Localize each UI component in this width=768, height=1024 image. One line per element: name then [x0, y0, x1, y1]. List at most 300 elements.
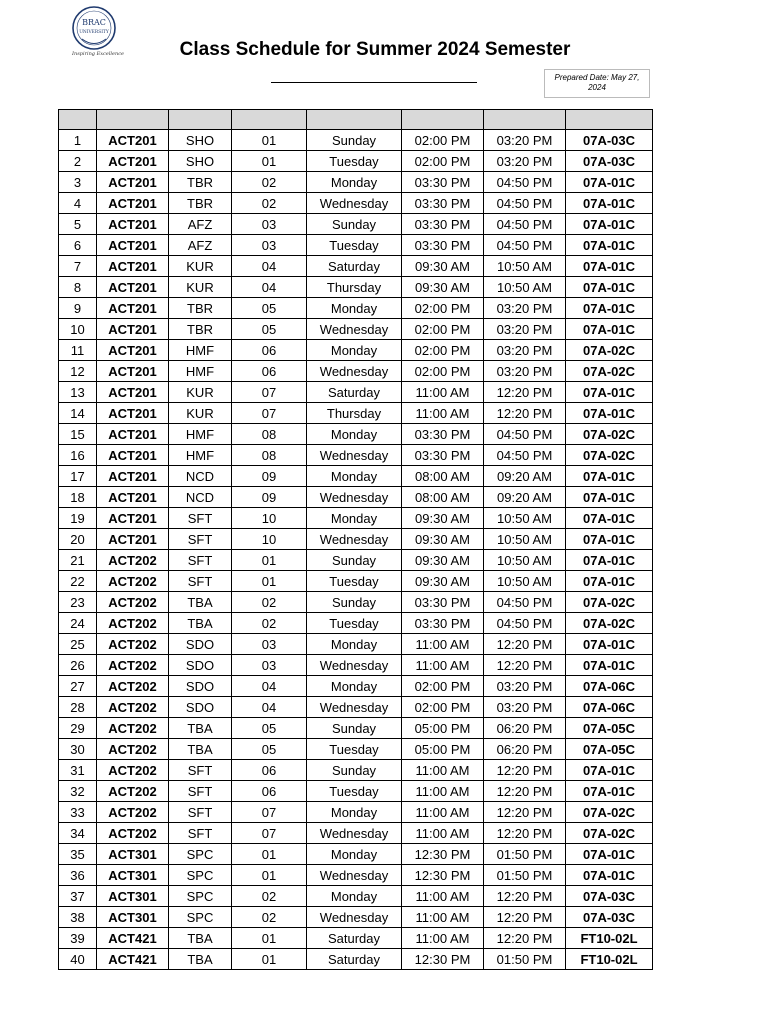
end-time-cell: 12:20 PM — [484, 886, 566, 907]
end-time-cell: 04:50 PM — [484, 235, 566, 256]
room-cell: 07A-02C — [566, 361, 653, 382]
start-time-cell: 03:30 PM — [402, 613, 484, 634]
schedule-table — [58, 109, 653, 970]
section-cell: 01 — [232, 571, 307, 592]
faculty-initial-cell: SDO — [169, 676, 232, 697]
end-time-cell: 10:50 AM — [484, 550, 566, 571]
table-row — [59, 739, 653, 760]
room-cell: 07A-01C — [566, 382, 653, 403]
table-row — [59, 361, 653, 382]
course-code-cell: ACT202 — [97, 676, 169, 697]
course-code-cell: ACT201 — [97, 508, 169, 529]
row-number-cell: 39 — [59, 928, 97, 949]
section-cell: 01 — [232, 949, 307, 970]
day-cell: Wednesday — [307, 655, 402, 676]
table-row — [59, 550, 653, 571]
section-cell: 09 — [232, 466, 307, 487]
day-cell: Wednesday — [307, 361, 402, 382]
section-cell: 10 — [232, 529, 307, 550]
faculty-initial-cell: SHO — [169, 130, 232, 151]
row-number-cell: 8 — [59, 277, 97, 298]
table-row — [59, 634, 653, 655]
section-cell: 03 — [232, 235, 307, 256]
start-time-cell: 08:00 AM — [402, 487, 484, 508]
table-row — [59, 172, 653, 193]
table-row — [59, 214, 653, 235]
course-code-cell: ACT201 — [97, 340, 169, 361]
day-cell: Wednesday — [307, 445, 402, 466]
row-number-cell: 38 — [59, 907, 97, 928]
end-time-cell: 12:20 PM — [484, 403, 566, 424]
room-cell: 07A-01C — [566, 193, 653, 214]
course-code-cell: ACT201 — [97, 235, 169, 256]
section-cell: 06 — [232, 760, 307, 781]
section-cell: 10 — [232, 508, 307, 529]
row-number-cell: 6 — [59, 235, 97, 256]
section-cell: 02 — [232, 172, 307, 193]
day-cell: Monday — [307, 298, 402, 319]
row-number-cell: 40 — [59, 949, 97, 970]
section-cell: 02 — [232, 886, 307, 907]
course-code-cell: ACT201 — [97, 487, 169, 508]
day-cell: Saturday — [307, 256, 402, 277]
course-code-cell: ACT202 — [97, 592, 169, 613]
end-time-cell: 10:50 AM — [484, 256, 566, 277]
table-row — [59, 445, 653, 466]
faculty-initial-cell: TBA — [169, 718, 232, 739]
row-number-cell: 1 — [59, 130, 97, 151]
faculty-initial-cell: TBA — [169, 613, 232, 634]
day-cell: Tuesday — [307, 781, 402, 802]
faculty-initial-cell: TBA — [169, 949, 232, 970]
faculty-initial-cell: KUR — [169, 256, 232, 277]
row-number-cell: 25 — [59, 634, 97, 655]
course-code-cell: ACT202 — [97, 571, 169, 592]
course-code-cell: ACT201 — [97, 382, 169, 403]
faculty-initial-cell: KUR — [169, 382, 232, 403]
row-number-cell: 16 — [59, 445, 97, 466]
row-number-cell: 9 — [59, 298, 97, 319]
start-time-cell: 08:00 AM — [402, 466, 484, 487]
row-number-cell: 13 — [59, 382, 97, 403]
prepared-date-box: Prepared Date: May 27, 2024 — [544, 69, 650, 98]
table-row — [59, 130, 653, 151]
day-cell: Monday — [307, 508, 402, 529]
faculty-initial-cell: TBR — [169, 193, 232, 214]
day-cell: Monday — [307, 886, 402, 907]
course-code-cell: ACT301 — [97, 844, 169, 865]
course-code-cell: ACT201 — [97, 151, 169, 172]
section-cell: 07 — [232, 403, 307, 424]
day-cell: Wednesday — [307, 865, 402, 886]
course-code-cell: ACT201 — [97, 130, 169, 151]
start-time-cell: 03:30 PM — [402, 445, 484, 466]
end-time-cell: 04:50 PM — [484, 613, 566, 634]
table-row — [59, 508, 653, 529]
end-time-cell: 01:50 PM — [484, 865, 566, 886]
day-cell: Monday — [307, 802, 402, 823]
room-cell: 07A-05C — [566, 739, 653, 760]
start-time-cell: 09:30 AM — [402, 550, 484, 571]
faculty-initial-cell: TBA — [169, 928, 232, 949]
header-cell — [169, 110, 232, 130]
start-time-cell: 02:00 PM — [402, 697, 484, 718]
start-time-cell: 09:30 AM — [402, 571, 484, 592]
end-time-cell: 12:20 PM — [484, 802, 566, 823]
section-cell: 08 — [232, 424, 307, 445]
room-cell: 07A-02C — [566, 340, 653, 361]
table-row — [59, 823, 653, 844]
faculty-initial-cell: HMF — [169, 340, 232, 361]
start-time-cell: 09:30 AM — [402, 529, 484, 550]
table-row — [59, 907, 653, 928]
table-row — [59, 256, 653, 277]
faculty-initial-cell: SFT — [169, 550, 232, 571]
end-time-cell: 04:50 PM — [484, 592, 566, 613]
faculty-initial-cell: HMF — [169, 445, 232, 466]
course-code-cell: ACT202 — [97, 760, 169, 781]
faculty-initial-cell: SPC — [169, 907, 232, 928]
day-cell: Wednesday — [307, 823, 402, 844]
section-cell: 04 — [232, 697, 307, 718]
course-code-cell: ACT201 — [97, 424, 169, 445]
start-time-cell: 09:30 AM — [402, 256, 484, 277]
section-cell: 02 — [232, 193, 307, 214]
table-row — [59, 403, 653, 424]
day-cell: Wednesday — [307, 697, 402, 718]
course-code-cell: ACT202 — [97, 823, 169, 844]
start-time-cell: 11:00 AM — [402, 781, 484, 802]
row-number-cell: 29 — [59, 718, 97, 739]
faculty-initial-cell: SPC — [169, 886, 232, 907]
row-number-cell: 5 — [59, 214, 97, 235]
room-cell: 07A-03C — [566, 151, 653, 172]
row-number-cell: 30 — [59, 739, 97, 760]
room-cell: 07A-01C — [566, 634, 653, 655]
row-number-cell: 28 — [59, 697, 97, 718]
end-time-cell: 10:50 AM — [484, 508, 566, 529]
day-cell: Wednesday — [307, 529, 402, 550]
room-cell: 07A-06C — [566, 697, 653, 718]
course-code-cell: ACT301 — [97, 886, 169, 907]
section-cell: 01 — [232, 130, 307, 151]
course-code-cell: ACT201 — [97, 298, 169, 319]
day-cell: Sunday — [307, 760, 402, 781]
row-number-cell: 17 — [59, 466, 97, 487]
faculty-initial-cell: SFT — [169, 781, 232, 802]
row-number-cell: 7 — [59, 256, 97, 277]
start-time-cell: 11:00 AM — [402, 802, 484, 823]
day-cell: Thursday — [307, 403, 402, 424]
room-cell: 07A-02C — [566, 445, 653, 466]
end-time-cell: 06:20 PM — [484, 739, 566, 760]
day-cell: Monday — [307, 172, 402, 193]
table-row — [59, 781, 653, 802]
faculty-initial-cell: AFZ — [169, 214, 232, 235]
course-code-cell: ACT201 — [97, 172, 169, 193]
day-cell: Monday — [307, 466, 402, 487]
start-time-cell: 12:30 PM — [402, 865, 484, 886]
row-number-cell: 2 — [59, 151, 97, 172]
course-code-cell: ACT202 — [97, 739, 169, 760]
end-time-cell: 12:20 PM — [484, 928, 566, 949]
course-code-cell: ACT202 — [97, 634, 169, 655]
faculty-initial-cell: SFT — [169, 823, 232, 844]
header-cell — [232, 110, 307, 130]
course-code-cell: ACT202 — [97, 613, 169, 634]
start-time-cell: 12:30 PM — [402, 844, 484, 865]
faculty-initial-cell: SFT — [169, 760, 232, 781]
day-cell: Tuesday — [307, 739, 402, 760]
table-row — [59, 676, 653, 697]
section-cell: 03 — [232, 214, 307, 235]
end-time-cell: 10:50 AM — [484, 277, 566, 298]
room-cell: 07A-01C — [566, 487, 653, 508]
row-number-cell: 15 — [59, 424, 97, 445]
start-time-cell: 03:30 PM — [402, 592, 484, 613]
start-time-cell: 09:30 AM — [402, 508, 484, 529]
course-code-cell: ACT201 — [97, 214, 169, 235]
section-cell: 05 — [232, 298, 307, 319]
start-time-cell: 11:00 AM — [402, 403, 484, 424]
start-time-cell: 11:00 AM — [402, 823, 484, 844]
faculty-initial-cell: TBA — [169, 592, 232, 613]
room-cell: 07A-01C — [566, 235, 653, 256]
day-cell: Wednesday — [307, 319, 402, 340]
header-cell — [307, 110, 402, 130]
start-time-cell: 02:00 PM — [402, 151, 484, 172]
row-number-cell: 35 — [59, 844, 97, 865]
start-time-cell: 11:00 AM — [402, 634, 484, 655]
row-number-cell: 20 — [59, 529, 97, 550]
table-row — [59, 802, 653, 823]
day-cell: Sunday — [307, 550, 402, 571]
faculty-initial-cell: TBR — [169, 319, 232, 340]
table-row — [59, 529, 653, 550]
faculty-initial-cell: SFT — [169, 802, 232, 823]
end-time-cell: 12:20 PM — [484, 760, 566, 781]
day-cell: Sunday — [307, 592, 402, 613]
faculty-initial-cell: HMF — [169, 424, 232, 445]
room-cell: 07A-01C — [566, 403, 653, 424]
course-code-cell: ACT201 — [97, 256, 169, 277]
start-time-cell: 02:00 PM — [402, 340, 484, 361]
table-row — [59, 718, 653, 739]
start-time-cell: 11:00 AM — [402, 760, 484, 781]
course-code-cell: ACT201 — [97, 529, 169, 550]
day-cell: Wednesday — [307, 487, 402, 508]
room-cell: FT10-02L — [566, 928, 653, 949]
end-time-cell: 10:50 AM — [484, 529, 566, 550]
day-cell: Sunday — [307, 130, 402, 151]
course-code-cell: ACT201 — [97, 193, 169, 214]
faculty-initial-cell: HMF — [169, 361, 232, 382]
end-time-cell: 12:20 PM — [484, 781, 566, 802]
end-time-cell: 03:20 PM — [484, 697, 566, 718]
table-row — [59, 592, 653, 613]
end-time-cell: 04:50 PM — [484, 214, 566, 235]
course-code-cell: ACT201 — [97, 466, 169, 487]
course-code-cell: ACT201 — [97, 403, 169, 424]
row-number-cell: 18 — [59, 487, 97, 508]
room-cell: 07A-01C — [566, 256, 653, 277]
course-code-cell: ACT301 — [97, 907, 169, 928]
header-cell — [97, 110, 169, 130]
faculty-initial-cell: SFT — [169, 508, 232, 529]
row-number-cell: 22 — [59, 571, 97, 592]
day-cell: Monday — [307, 634, 402, 655]
section-cell: 01 — [232, 550, 307, 571]
table-row — [59, 298, 653, 319]
end-time-cell: 01:50 PM — [484, 949, 566, 970]
section-cell: 07 — [232, 823, 307, 844]
day-cell: Sunday — [307, 214, 402, 235]
header-cell — [59, 110, 97, 130]
table-row — [59, 928, 653, 949]
faculty-initial-cell: SDO — [169, 634, 232, 655]
start-time-cell: 12:30 PM — [402, 949, 484, 970]
table-row — [59, 382, 653, 403]
row-number-cell: 24 — [59, 613, 97, 634]
start-time-cell: 02:00 PM — [402, 361, 484, 382]
faculty-initial-cell: SDO — [169, 697, 232, 718]
start-time-cell: 11:00 AM — [402, 907, 484, 928]
section-cell: 04 — [232, 256, 307, 277]
end-time-cell: 06:20 PM — [484, 718, 566, 739]
end-time-cell: 09:20 AM — [484, 487, 566, 508]
day-cell: Tuesday — [307, 613, 402, 634]
day-cell: Monday — [307, 340, 402, 361]
end-time-cell: 04:50 PM — [484, 193, 566, 214]
row-number-cell: 12 — [59, 361, 97, 382]
section-cell: 04 — [232, 676, 307, 697]
day-cell: Tuesday — [307, 571, 402, 592]
course-code-cell: ACT201 — [97, 319, 169, 340]
section-cell: 07 — [232, 802, 307, 823]
table-row — [59, 151, 653, 172]
end-time-cell: 03:20 PM — [484, 676, 566, 697]
faculty-initial-cell: SFT — [169, 529, 232, 550]
row-number-cell: 23 — [59, 592, 97, 613]
end-time-cell: 03:20 PM — [484, 130, 566, 151]
row-number-cell: 36 — [59, 865, 97, 886]
room-cell: 07A-01C — [566, 298, 653, 319]
day-cell: Wednesday — [307, 907, 402, 928]
header-cell — [566, 110, 653, 130]
day-cell: Wednesday — [307, 193, 402, 214]
day-cell: Sunday — [307, 718, 402, 739]
room-cell: 07A-01C — [566, 844, 653, 865]
row-number-cell: 10 — [59, 319, 97, 340]
faculty-initial-cell: TBA — [169, 739, 232, 760]
table-row — [59, 886, 653, 907]
start-time-cell: 02:00 PM — [402, 676, 484, 697]
day-cell: Monday — [307, 676, 402, 697]
course-code-cell: ACT202 — [97, 781, 169, 802]
faculty-initial-cell: KUR — [169, 277, 232, 298]
room-cell: 07A-01C — [566, 550, 653, 571]
start-time-cell: 11:00 AM — [402, 382, 484, 403]
end-time-cell: 03:20 PM — [484, 361, 566, 382]
section-cell: 01 — [232, 865, 307, 886]
svg-text:UNIVERSITY: UNIVERSITY — [79, 30, 109, 35]
row-number-cell: 21 — [59, 550, 97, 571]
table-row — [59, 697, 653, 718]
start-time-cell: 05:00 PM — [402, 739, 484, 760]
section-cell: 01 — [232, 844, 307, 865]
room-cell: 07A-01C — [566, 655, 653, 676]
faculty-initial-cell: TBR — [169, 172, 232, 193]
section-cell: 05 — [232, 319, 307, 340]
room-cell: 07A-01C — [566, 277, 653, 298]
start-time-cell: 03:30 PM — [402, 424, 484, 445]
course-code-cell: ACT202 — [97, 718, 169, 739]
end-time-cell: 03:20 PM — [484, 151, 566, 172]
header-cell — [484, 110, 566, 130]
course-code-cell: ACT202 — [97, 655, 169, 676]
room-cell: 07A-05C — [566, 718, 653, 739]
end-time-cell: 12:20 PM — [484, 655, 566, 676]
section-cell: 02 — [232, 907, 307, 928]
title-underline — [271, 82, 477, 83]
end-time-cell: 09:20 AM — [484, 466, 566, 487]
course-code-cell: ACT201 — [97, 277, 169, 298]
table-row — [59, 235, 653, 256]
course-code-cell: ACT421 — [97, 949, 169, 970]
header-cell — [402, 110, 484, 130]
start-time-cell: 03:30 PM — [402, 193, 484, 214]
room-cell: 07A-02C — [566, 424, 653, 445]
table-row — [59, 571, 653, 592]
end-time-cell: 04:50 PM — [484, 445, 566, 466]
start-time-cell: 05:00 PM — [402, 718, 484, 739]
section-cell: 03 — [232, 655, 307, 676]
start-time-cell: 11:00 AM — [402, 655, 484, 676]
table-header-row — [59, 110, 653, 130]
section-cell: 05 — [232, 718, 307, 739]
room-cell: 07A-02C — [566, 592, 653, 613]
row-number-cell: 32 — [59, 781, 97, 802]
table-row — [59, 760, 653, 781]
room-cell: 07A-01C — [566, 466, 653, 487]
faculty-initial-cell: KUR — [169, 403, 232, 424]
room-cell: 07A-01C — [566, 760, 653, 781]
start-time-cell: 09:30 AM — [402, 277, 484, 298]
section-cell: 01 — [232, 151, 307, 172]
day-cell: Monday — [307, 424, 402, 445]
start-time-cell: 03:30 PM — [402, 214, 484, 235]
start-time-cell: 03:30 PM — [402, 235, 484, 256]
faculty-initial-cell: SPC — [169, 844, 232, 865]
day-cell: Monday — [307, 844, 402, 865]
day-cell: Tuesday — [307, 235, 402, 256]
room-cell: 07A-06C — [566, 676, 653, 697]
section-cell: 04 — [232, 277, 307, 298]
faculty-initial-cell: SPC — [169, 865, 232, 886]
end-time-cell: 04:50 PM — [484, 424, 566, 445]
room-cell: FT10-02L — [566, 949, 653, 970]
section-cell: 06 — [232, 340, 307, 361]
section-cell: 06 — [232, 781, 307, 802]
row-number-cell: 37 — [59, 886, 97, 907]
row-number-cell: 34 — [59, 823, 97, 844]
section-cell: 09 — [232, 487, 307, 508]
start-time-cell: 02:00 PM — [402, 298, 484, 319]
row-number-cell: 4 — [59, 193, 97, 214]
faculty-initial-cell: TBR — [169, 298, 232, 319]
room-cell: 07A-01C — [566, 781, 653, 802]
table-row — [59, 193, 653, 214]
